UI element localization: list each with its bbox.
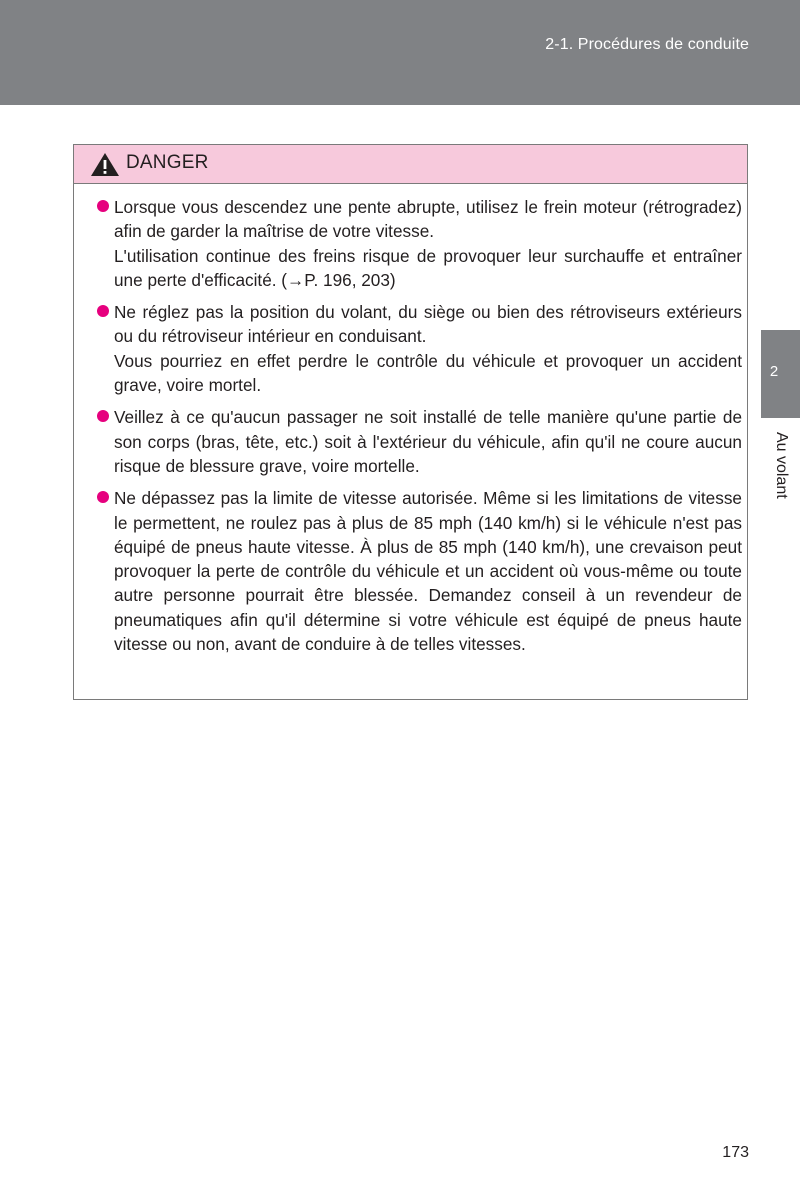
danger-item bbox=[97, 195, 742, 292]
chapter-number: 2 bbox=[769, 363, 779, 380]
bullet-icon bbox=[97, 491, 109, 503]
section-title: 2-1. Procédures de conduite bbox=[545, 36, 749, 53]
bullet-icon bbox=[97, 305, 109, 317]
bullet-icon bbox=[97, 410, 109, 422]
danger-paragraph: Veillez à ce qu'aucun passager ne soit installé de telle manière qu'une partie de son corps (bras, tête, etc.) soit à l'extérieur du véhicule, afin qu'il ne coure aucun risque de blessure grave, voire mortelle. bbox=[114, 407, 742, 476]
danger-header bbox=[74, 145, 747, 184]
danger-paragraph: Ne réglez pas la position du volant, du siège ou bien des rétroviseurs extérieurs ou du rétroviseur intérieur en conduisant. bbox=[114, 302, 742, 347]
danger-box bbox=[73, 144, 748, 700]
page-number: 173 bbox=[722, 1144, 749, 1161]
danger-item bbox=[97, 300, 742, 397]
warning-triangle-icon bbox=[90, 152, 120, 177]
danger-paragraph: Ne dépassez pas la limite de vitesse autorisée. Même si les limitations de vitesse le permettent, ne roulez pas à plus de 85 mph (140 km/h) si le véhicule n'est pas équipé de pneus haute vitesse. À plus de 85 mph (140 km/h), une crevaison peut provoquer la perte de contrôle du véhicule et un accident où vous-même ou toute autre personne pourrait être blessée. Demandez conseil à un revendeur de pneumatiques afin qu'il détermine si votre véhicule est équipé de pneus haute vitesse ou non, avant de conduire à de telles vitesses. bbox=[114, 488, 742, 655]
danger-item bbox=[97, 405, 742, 478]
danger-paragraph: Lorsque vous descendez une pente abrupte, utilisez le frein moteur (rétrogradez) afin de garder la maîtrise de votre vitesse. bbox=[114, 197, 742, 242]
danger-item bbox=[97, 486, 742, 656]
header-band bbox=[0, 0, 800, 105]
chapter-tab bbox=[761, 330, 800, 418]
danger-item-list bbox=[97, 195, 742, 664]
bullet-icon bbox=[97, 200, 109, 212]
danger-title: DANGER bbox=[126, 152, 209, 173]
chapter-label: Au volant bbox=[773, 432, 790, 499]
danger-paragraph: Vous pourriez en effet perdre le contrôle du véhicule et provoquer un accident grave, voire mortel. bbox=[114, 350, 742, 396]
danger-paragraph: L'utilisation continue des freins risque de provoquer leur surchauffe et entraîner une perte d'efficacité. (→P. 196, 203) bbox=[114, 245, 742, 290]
